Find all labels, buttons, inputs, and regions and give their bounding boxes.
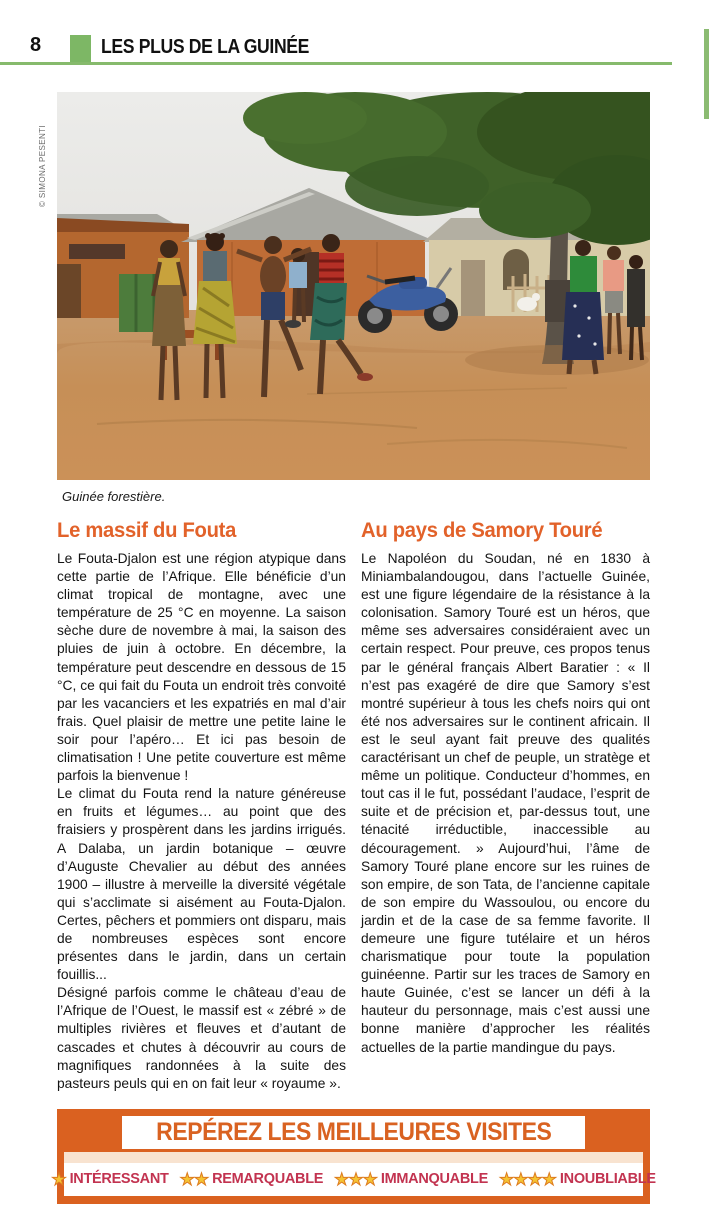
rating-interessant xyxy=(51,1171,168,1188)
page-number: 8 xyxy=(30,34,42,56)
rating-immanquable xyxy=(334,1171,488,1188)
green-square-marker xyxy=(70,35,91,62)
banner-title: REPÉREZ LES MEILLEURES VISITES xyxy=(155,1117,552,1146)
rating-label: REMARQUABLE xyxy=(212,1171,324,1188)
paragraph: Le Napoléon du Soudan, né en 1830 à Miniambalandougou, dans l’actuelle Guinée, est une figure légendaire de la résistance à la colonisation. Samory Touré est un héros, que même ses adversaires considéraient avec un certain respect. Pour preuve, ces propos tenus par le général français Albert Baratier : « Il n’est pas exagéré de dire que Samory s’est montré supérieur à tous les chefs noirs qui ont été nos adversaires sur le continent africain. Il est le seul ayant fait preuve des qualités caractérisant un chef de peuple, un stratège et même un politique. Conducteur d’hommes, en tout cas il le fut, possédant l’audace, l’esprit de suite et de précision et, par-dessus tout, une ténacité irréductible, inaccessible au découragement. » Aujourd’hui, l’âme de Samory Touré plane encore sur les ruines de son empire, de son Tata, de l’ancienne capitale de son empire du Wassoulou, ou encore du jardin et de la case de sa femme favorite. Il demeure une figure tutélaire et un héros charismatique pour toute la population guinéenne. Partir sur les traces de Samory en haute Guinée, c’est se lancer un défi à la hauteur du personnage, mais c’est aussi une bonne manière d’approcher les réalités actuelles de la partie mandingue du pays. xyxy=(361,551,650,1055)
page-title: LES PLUS DE LA GUINÉE xyxy=(101,36,310,58)
star-icon: ★ xyxy=(51,1169,66,1189)
page-header xyxy=(0,0,709,66)
article-fouta xyxy=(57,518,346,1093)
star-icon: ★★★★ xyxy=(498,1169,556,1189)
paragraph: Le climat du Fouta rend la nature généreuse en fruits et légumes… au point que des fraisiers y prospèrent dans les jardins irrigués. A Dalaba, un jardin botanique – œuvre d’Auguste Chevalier au début des années 1900 – illustre à merveille la diversité végétale qui s’acclimate si aisément au Fouta-Djalon. Certes, pêchers et pommiers ont disparu, mais de nombreuses espèces sont encore présentes dans le jardin, dans un certain fouillis... xyxy=(57,786,346,983)
header-divider xyxy=(0,62,672,65)
paragraph: Désigné parfois comme le château d’eau de l’Afrique de l’Ouest, le massif est « zébré » de multiples rivières et fleuves et d’autant de cascades et chutes à découvrir au cours de magnifiques randonnées à la suite des pasteurs peuls qui en on fait leur « royaume ». xyxy=(57,985,346,1091)
paragraph: Le Fouta-Djalon est une région atypique dans cette partie de l’Afrique. Elle bénéficie d’un climat tropical de montagne, avec une température de 25 °C en moyenne. La saison sèche dure de novembre à mai, la saison des pluies de juin à octobre. En décembre, la température peut descendre en dessous de 15 °C, ce qui fait du Fouta un endroit très convoité par les vacanciers et les expatriés en mal d’air frais. Quel plaisir de mettre une petite laine le soir pour l’apéro… Et ici pas besoin de climatisation ! Une petite couverture est même parfois la bienvenue ! xyxy=(57,551,346,784)
village-photo-illustration xyxy=(57,92,650,480)
article-samory xyxy=(361,518,650,1093)
rating-inoubliable xyxy=(499,1171,656,1188)
photo-credit: © SIMONA PESENTI xyxy=(38,124,47,207)
section-title-samory: Au pays de Samory Touré xyxy=(361,518,603,542)
section-title-fouta: Le massif du Fouta xyxy=(57,518,237,542)
ratings-banner xyxy=(51,1109,656,1204)
banner-divider-strip xyxy=(64,1152,643,1163)
banner-title-box xyxy=(122,1116,585,1149)
article-columns xyxy=(57,518,650,1093)
photo-caption: Guinée forestière. xyxy=(62,489,166,504)
chapter-edge-tab xyxy=(704,29,709,119)
rating-label: INTÉRESSANT xyxy=(69,1171,169,1188)
banner-ratings-row xyxy=(51,1163,656,1196)
rating-label: IMMANQUABLE xyxy=(380,1171,488,1188)
rating-label: INOUBLIABLE xyxy=(559,1171,656,1188)
rating-remarquable xyxy=(180,1171,324,1188)
star-icon: ★★★ xyxy=(334,1169,377,1189)
village-photo xyxy=(57,92,650,480)
banner-title-row xyxy=(64,1116,643,1149)
star-icon: ★★ xyxy=(179,1169,209,1189)
